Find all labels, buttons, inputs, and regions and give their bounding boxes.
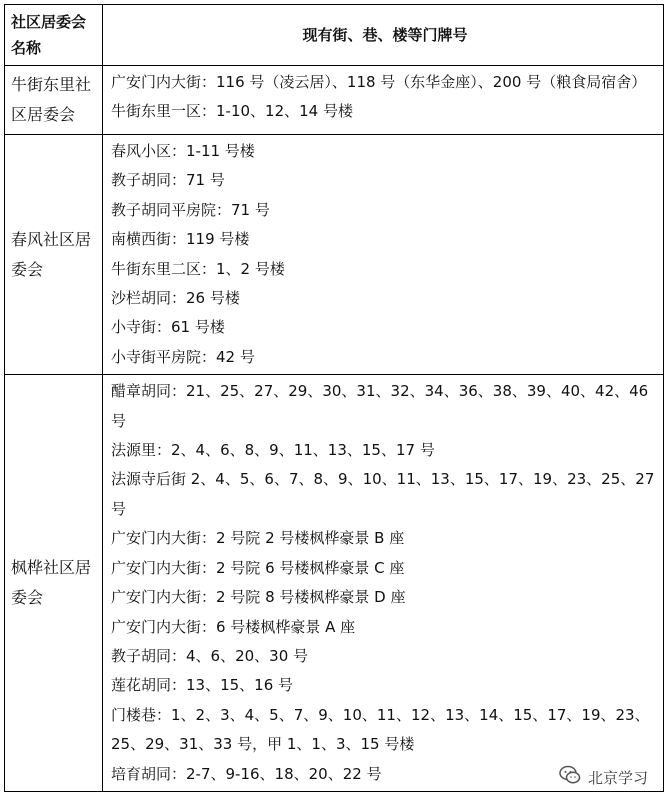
- address-line: 广安门内大街：116 号（凌云居）、118 号（东华金座）、200 号（粮食局宿舍）: [111, 73, 647, 91]
- address-line: 教子胡同平房院：71 号: [111, 200, 270, 219]
- table-row: [5, 66, 664, 135]
- address-line: 教子胡同：71 号: [111, 171, 225, 190]
- address-line: 沙栏胡同：26 号楼: [111, 289, 240, 308]
- table-row: [5, 375, 664, 792]
- watermark-text: 北京学习: [587, 768, 648, 787]
- address-line: 春风小区：1-11 号楼: [111, 142, 255, 160]
- address-line: 法源寺后街 2、4、5、6、7、8、9、10、11、13、15、17、19、23、25、27 号: [111, 470, 655, 518]
- community-name-cell: 牛街东里社区居委会: [5, 66, 103, 135]
- address-line: 法源里：2、4、6、8、9、11、13、15、17 号: [111, 441, 435, 460]
- watermark: [556, 763, 650, 791]
- address-line: 小寺街平房院：42 号: [111, 347, 255, 366]
- address-line: 南横西街：119 号楼: [111, 230, 250, 249]
- address-cell: [103, 375, 664, 792]
- table-row: [5, 135, 664, 375]
- address-line: 牛街东里二区：1、2 号楼: [111, 259, 285, 278]
- community-name-cell: 春风社区居委会: [5, 135, 103, 375]
- header-community-name: 社区居委会名称: [5, 5, 103, 66]
- address-line: 门楼巷：1、2、3、4、5、7、9、10、11、12、13、14、15、17、19、23、25、29、31、33 号，甲 1、1、3、15 号楼: [111, 705, 650, 754]
- address-line: 广安门内大街：2 号院 2 号楼枫桦豪景 B 座: [111, 529, 405, 548]
- address-line: 教子胡同：4、6、20、30 号: [111, 646, 309, 665]
- address-cell: [103, 135, 664, 375]
- table-header-row: [5, 5, 664, 66]
- address-line: 牛街东里一区：1-10、12、14 号楼: [111, 102, 353, 121]
- address-cell: [103, 66, 664, 135]
- address-line: 广安门内大街：2 号院 6 号楼枫桦豪景 C 座: [111, 558, 405, 577]
- address-line: 广安门内大街：6 号楼枫桦豪景 A 座: [111, 617, 356, 636]
- address-line: 莲花胡同：13、15、16 号: [111, 676, 294, 695]
- address-line: 培育胡同：2-7、9-16、18、20、22 号: [111, 764, 382, 783]
- address-line: 小寺街：61 号楼: [111, 318, 225, 337]
- address-line: 醋章胡同：21、25、27、29、30、31、32、34、36、38、39、40、42、46 号: [111, 382, 649, 430]
- header-address: 现有街、巷、楼等门牌号: [103, 5, 664, 66]
- wechat-icon: [558, 763, 582, 791]
- address-line: 广安门内大街：2 号院 8 号楼枫桦豪景 D 座: [111, 588, 406, 607]
- community-address-table: [4, 4, 664, 792]
- community-name-cell: 枫桦社区居委会: [5, 375, 103, 792]
